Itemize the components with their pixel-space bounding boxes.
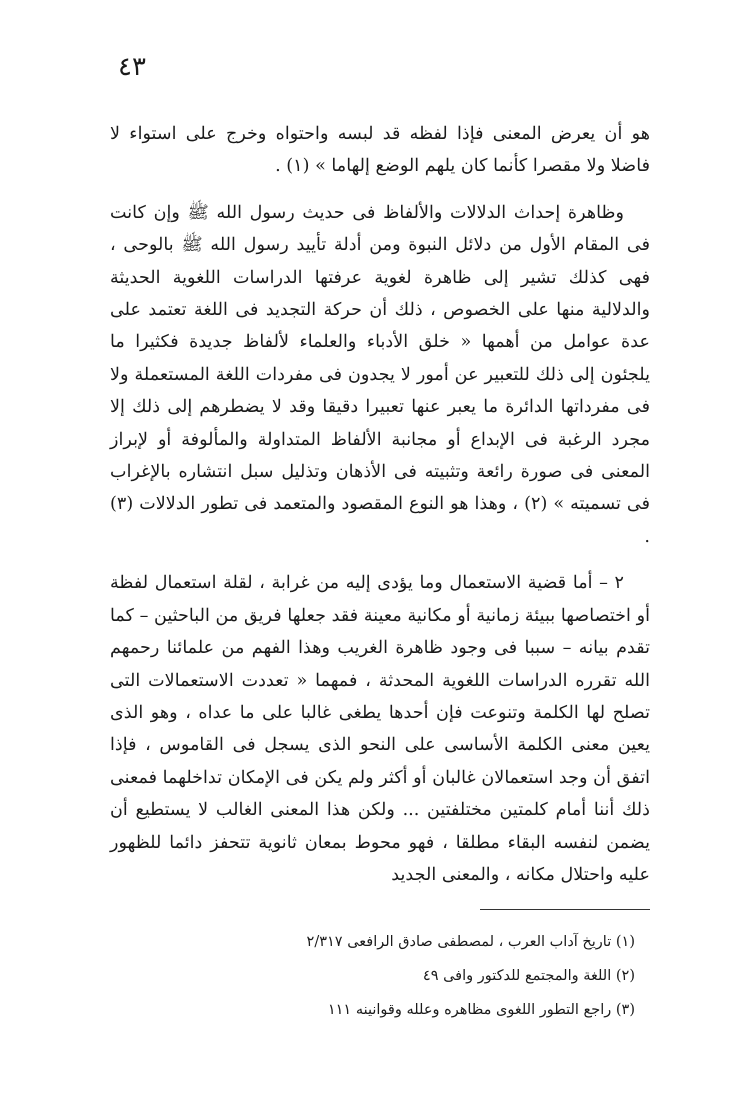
- footnotes: [215, 925, 635, 1027]
- footnote-1: (١) تاريخ آداب العرب ، لمصطفى صادق الرافعى ٢/٣١٧: [306, 934, 635, 950]
- page-number: ٤٣: [118, 52, 146, 82]
- footnote-3: (٣) راجع التطور اللغوى مظاهره وعلله وقوانينه ١١١: [327, 1002, 635, 1018]
- paragraph-2: وظاهرة إحداث الدلالات والألفاظ فى حديث رسول الله ﷺ وإن كانت فى المقام الأول من دلائل النبوة ومن أدلة تأييد رسول الله ﷺ بالوحى ، فهى كذلك تشير إلى ظاهرة لغوية عرفتها الدراسات اللغوية الحديثة والدلالية منها على الخصوص ، ذلك أن حركة التجديد فى اللغة تعتمد على عدة عوامل من أهمها « خلق الأدباء والعلماء لألفاظ جديدة فكثيرا ما يلجئون إلى ذلك للتعبير عن أمور لا يجدون فى مفردات اللغة المستعملة ولا فى مفرداتها الدائرة ما يعبر عنها تعبيرا دقيقا وقد لا يضطرهم إلى ذلك إلا مجرد الرغبة فى الإبداع أو مجانبة الألفاظ المتداولة والمألوفة أو لإبراز المعنى فى صورة رائعة وتثبيته فى الأذهان وتذليل سبل انتشاره بالإغراب فى تسميته » (٢) ، وهذا هو النوع المقصود والمتعمد فى تطور الدلالات (٣) .: [110, 202, 651, 547]
- paragraph-3: ٢ – أما قضية الاستعمال وما يؤدى إليه من غرابة ، لقلة استعمال لفظة أو اختصاصها ببيئة زمانية أو مكانية معينة فقد جعلها فريق من الباحثين – كما تقدم بيانه – سببا فى وجود ظاهرة الغريب وهذا الفهم من علمائنا رحمهم الله تقرره الدراسات اللغوية المحدثة ، فمهما « تعددت الاستعمالات التى تصلح لها الكلمة وتنوعت فإن أحدها يطغى غالبا على ما عداه ، وهو الذى يعين معنى الكلمة الأساسى على النحو الذى يسجل فى القاموس ، فإذا اتفق أن وجد استعمالان غالبان أو أكثر ولم يكن فى الإمكان تداخلهما فمعنى ذلك أننا أمام كلمتين مختلفتين ... ولكن هذا المعنى الغالب لا يستطيع أن يضمن لنفسه البقاء مطلقا ، فهو محوط بمعان ثانوية تتحفز دائما للظهور عليه واحتلال مكانه ، والمعنى الجديد: [110, 573, 650, 885]
- footnote-separator: [480, 909, 650, 910]
- body-text: [110, 118, 650, 891]
- paragraph-1: هو أن يعرض المعنى فإذا لفظه قد لبسه واحتواه وخرج على استواء لا فاضلا ولا مقصرا كأنما كان يلهم الوضع إلهاما » (١) .: [110, 124, 650, 177]
- footnote-2: (٢) اللغة والمجتمع للدكتور وافى ٤٩: [422, 968, 635, 984]
